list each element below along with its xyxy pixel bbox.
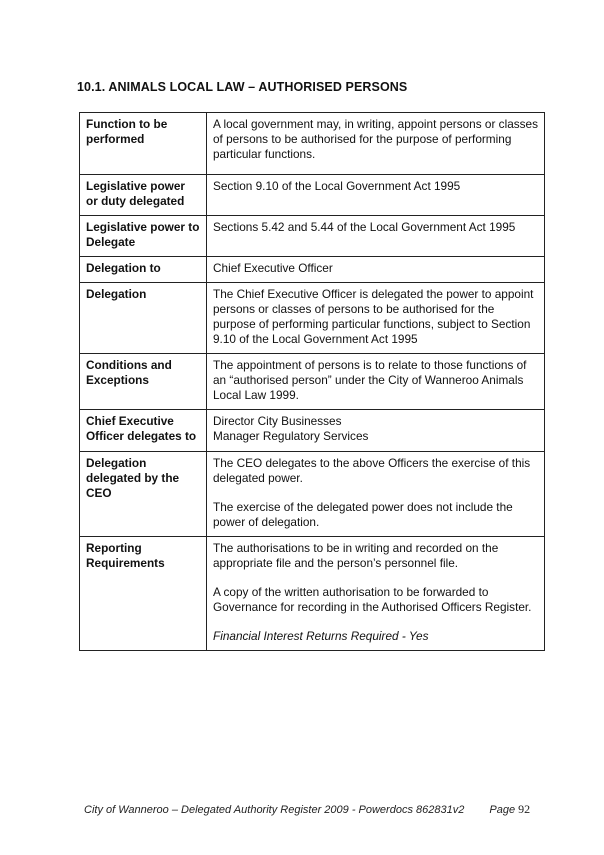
value-line: Manager Regulatory Services bbox=[213, 429, 369, 443]
row-label: Delegation to bbox=[80, 257, 207, 283]
page-footer bbox=[84, 802, 530, 817]
value-line: Director City Businesses bbox=[213, 414, 342, 428]
table-row bbox=[80, 354, 545, 410]
table-row bbox=[80, 410, 545, 452]
value-paragraph: The authorisations to be in writing and recorded on the appropriate file and the person’s personnel file. bbox=[213, 541, 499, 570]
table-row bbox=[80, 216, 545, 257]
footer-page-label: Page bbox=[489, 804, 516, 816]
value-paragraph: The CEO delegates to the above Officers the exercise of this delegated power. bbox=[213, 456, 531, 485]
row-label: Delegation bbox=[80, 283, 207, 354]
row-label: Function to be performed bbox=[80, 113, 207, 175]
row-value bbox=[207, 452, 545, 537]
row-label: Conditions and Exceptions bbox=[80, 354, 207, 410]
row-label: Delegation delegated by the CEO bbox=[80, 452, 207, 537]
row-value bbox=[207, 216, 545, 257]
table-row bbox=[80, 175, 545, 216]
value-paragraph: The Chief Executive Officer is delegated the power to appoint persons or classes of persons to be authorised for the purpose of performing particular functions, subject to Section 9.10 of the Local Government Act 1995 bbox=[213, 287, 534, 346]
row-value bbox=[207, 354, 545, 410]
footer-page-number: 92 bbox=[518, 802, 531, 816]
row-label: Chief Executive Officer delegates to bbox=[80, 410, 207, 452]
table-row bbox=[80, 113, 545, 175]
row-value bbox=[207, 410, 545, 452]
table-row bbox=[80, 537, 545, 651]
table-row bbox=[80, 257, 545, 283]
delegation-table-body bbox=[80, 113, 545, 651]
financial-interest-note: Financial Interest Returns Required - Yes bbox=[213, 629, 429, 643]
row-label: Reporting Requirements bbox=[80, 537, 207, 651]
row-value bbox=[207, 283, 545, 354]
delegation-table bbox=[79, 112, 545, 651]
page-title: 10.1. ANIMALS LOCAL LAW – AUTHORISED PERSONS bbox=[77, 80, 408, 94]
value-paragraph: Chief Executive Officer bbox=[213, 261, 333, 275]
table-row bbox=[80, 283, 545, 354]
value-paragraph: A local government may, in writing, appoint persons or classes of persons to be authorised for the purpose of performing particular functions. bbox=[213, 117, 539, 161]
row-value bbox=[207, 113, 545, 175]
row-value bbox=[207, 257, 545, 283]
row-value bbox=[207, 537, 545, 651]
value-paragraph: Sections 5.42 and 5.44 of the Local Government Act 1995 bbox=[213, 220, 516, 234]
value-paragraph: The appointment of persons is to relate to those functions of an “authorised person” under the City of Wanneroo Animals Local Law 1999. bbox=[213, 358, 527, 402]
value-paragraph: The exercise of the delegated power does not include the power of delegation. bbox=[213, 500, 513, 529]
row-label: Legislative power or duty delegated bbox=[80, 175, 207, 216]
value-paragraph: Section 9.10 of the Local Government Act 1995 bbox=[213, 179, 461, 193]
row-label: Legislative power to Delegate bbox=[80, 216, 207, 257]
footer-text: City of Wanneroo – Delegated Authority Register 2009 - Powerdocs 862831v2 bbox=[84, 804, 465, 816]
value-paragraph: A copy of the written authorisation to be forwarded to Governance for recording in the Authorised Officers Register. bbox=[213, 585, 532, 614]
row-value bbox=[207, 175, 545, 216]
table-row bbox=[80, 452, 545, 537]
